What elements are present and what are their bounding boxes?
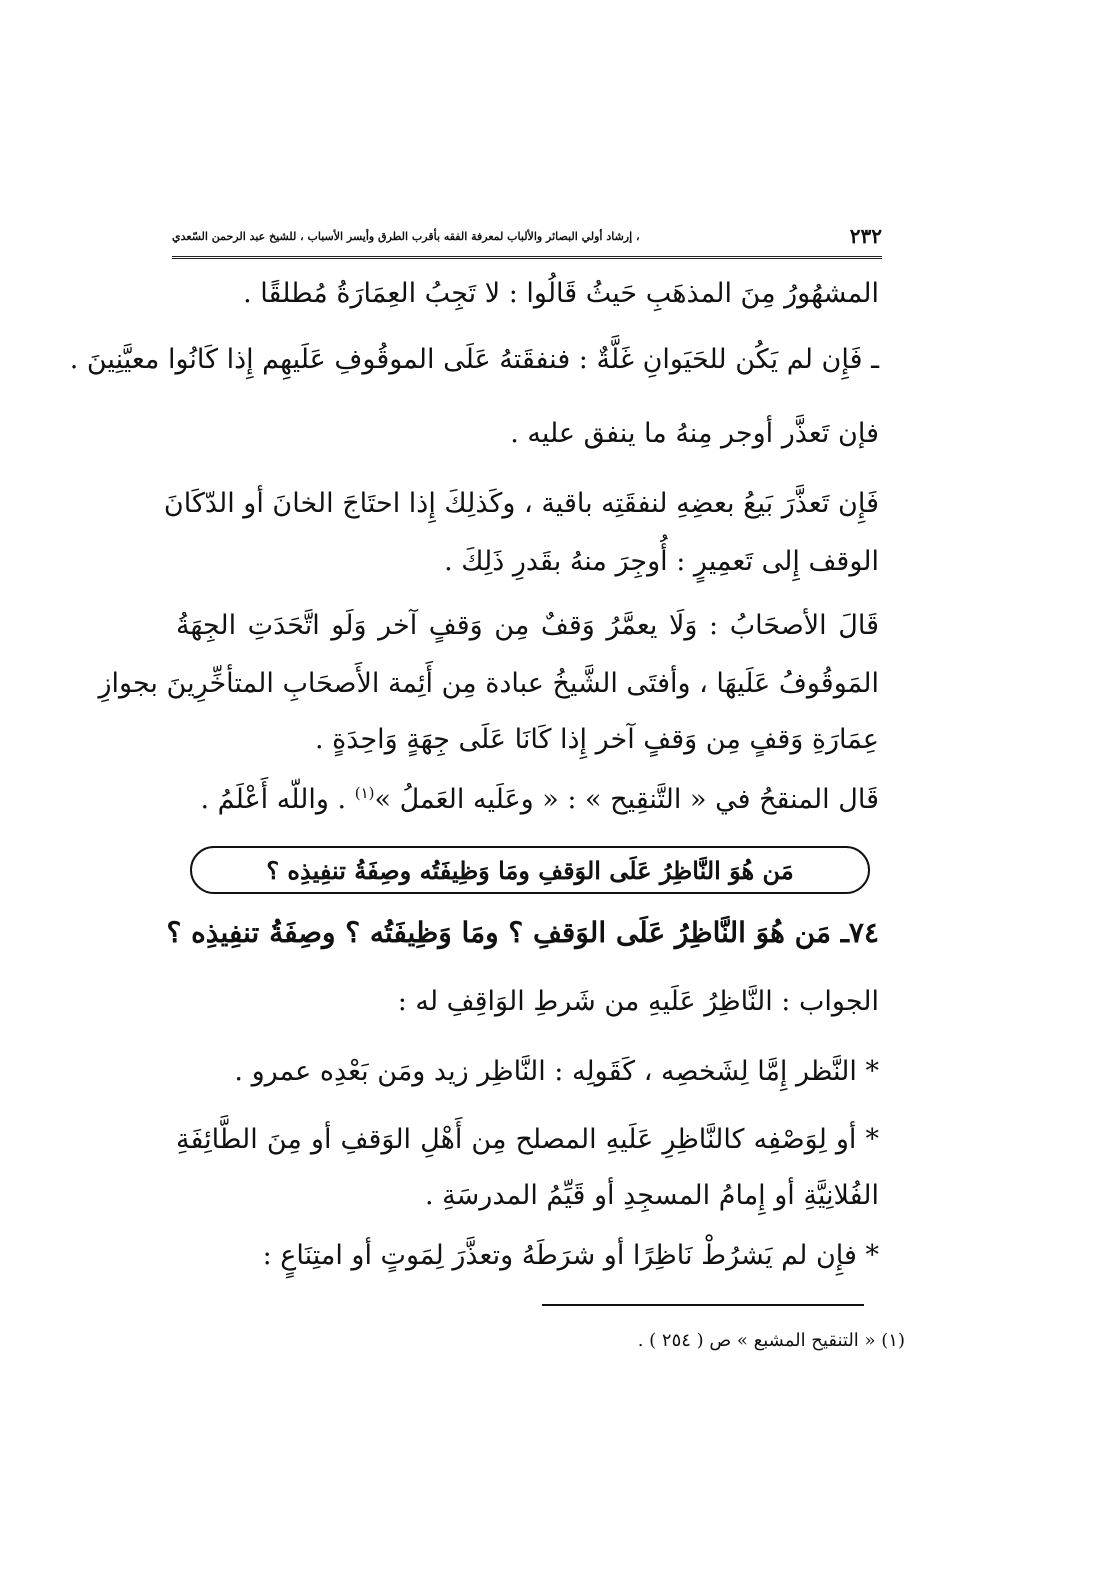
footnote: (١) « التنقيح المشبع » ص ( ٢٥٤ ) . — [637, 1330, 905, 1351]
running-header — [172, 222, 882, 250]
body-line-4: فَإِن تَعذَّرَ بَيعُ بعضِهِ لنفقَتِه باقية ، وكَذلِكَ إِذا احتَاجَ الخانَ أو الدّكَانَ — [163, 488, 879, 519]
munaqqih-quote-line — [176, 784, 879, 816]
page-number: ٢٣٢ — [849, 224, 882, 248]
header-divider — [172, 256, 882, 259]
body-line-3: فإن تَعذَّر أوجر مِنهُ ما ينفق عليه . — [510, 418, 879, 449]
munaqqih-quote-text: قَال المنقحُ في « التَّنقِيح » : « وعَلَيه العَملُ » — [374, 784, 879, 815]
body-line-5: الوقف إِلى تَعمِيرٍ : أُوجِرَ منهُ بقَدرِ ذَلِكَ . — [444, 546, 879, 577]
running-header-title: ، إرشاد أولي البصائر والألباب لمعرفة الفقه بأقرب الطرق وأيسر الأسباب ، للشيخ عبد الرحمن السّعدي — [172, 229, 640, 243]
section-title-box — [190, 846, 870, 894]
body-line-6: قَالَ الأصحَابُ : وَلَا يعمَّرُ وَقفٌ مِن وَقفٍ آخر وَلَو اتَّحَدَتِ الجِهَةُ — [176, 610, 879, 641]
answer-line-5: * فإِن لم يَشرُطْ نَاظِرًا أو شرَطَهُ وتعذَّرَ لِمَوتٍ أو امتِنَاعٍ : — [262, 1240, 879, 1271]
question-heading: ٧٤ـ مَن هُوَ النَّاظِرُ عَلَى الوَقفِ ؟ ومَا وَظِيفَتُه ؟ وصِفَةُ تنفِيذِه ؟ — [166, 916, 879, 949]
body-line-7: المَوقُوفُ عَلَيهَا ، وأفتَى الشَّيخُ عبادة مِن أَئِمة الأَصحَابِ المتأخِّرِينَ بجوازِ — [98, 668, 879, 699]
footnote-marker: (١) — [354, 784, 375, 802]
footnote-divider — [542, 1304, 864, 1306]
body-line-2: ـ فَإِن لم يَكُن للحَيَوانِ غَلَّةٌ : فنفقَتهُ عَلَى الموقُوفِ عَلَيهِم إِذا كَانُوا معيَّنِينَ . — [69, 344, 879, 375]
answer-line-4: الفُلانِيَّةِ أو إِمامُ المسجِدِ أو قَيِّمُ المدرسَةِ . — [425, 1180, 879, 1211]
answer-line-1: الجواب : النَّاظِرُ عَلَيهِ من شَرطِ الوَاقِفِ له : — [397, 986, 879, 1017]
body-line-1: المشهُورُ مِنَ المذهَبِ حَيثُ قَالُوا : لا تَجِبُ العِمَارَةُ مُطلقًا . — [243, 278, 879, 309]
answer-line-3: * أو لِوَصْفِه كالنَّاظِرِ عَلَيهِ المصلح مِن أَهْلِ الوَقفِ أو مِنَ الطَّائِفَةِ — [176, 1124, 879, 1155]
closing-phrase: . واللّه أَعْلَمُ . — [200, 784, 355, 815]
section-title: مَن هُوَ النَّاظِرُ عَلَى الوَقفِ ومَا وَظِيفَتُه وصِفَةُ تنفِيذِه ؟ — [266, 855, 794, 885]
body-line-8: عِمَارَةِ وَقفٍ مِن وَقفٍ آخر إِذا كَانَا عَلَى جِهَةٍ وَاحِدَةٍ . — [315, 724, 879, 755]
answer-line-2: * النَّظر إِمَّا لِشَخصِه ، كَقَولِه : النَّاظِر زيد ومَن بَعْدِه عمرو . — [234, 1056, 879, 1087]
